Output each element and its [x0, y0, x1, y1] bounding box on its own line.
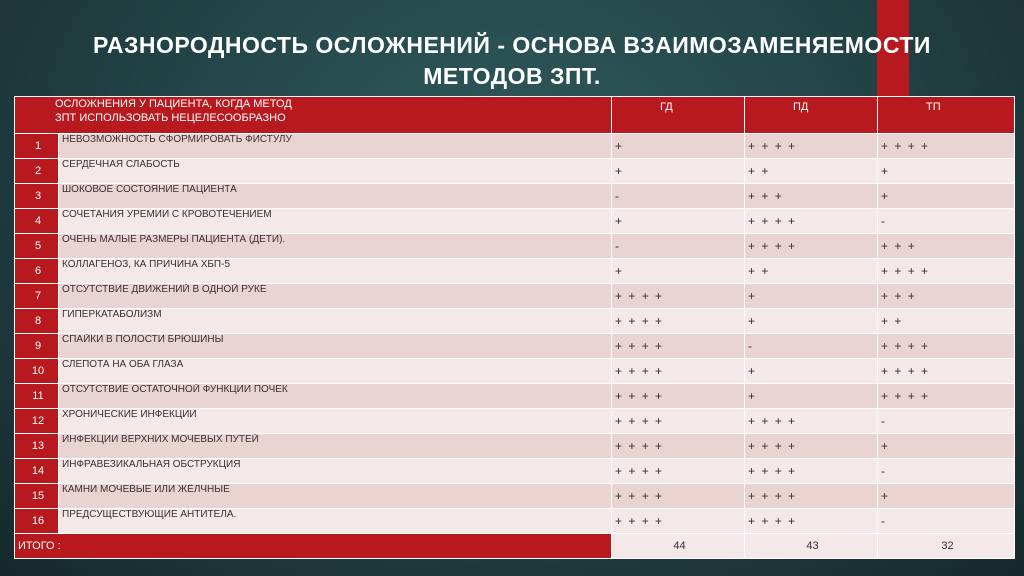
table-row [15, 209, 1015, 234]
pd-rating: + + + + [745, 434, 878, 459]
row-number: 14 [15, 459, 59, 484]
gd-rating: + [612, 159, 745, 184]
slide-title-line-1: РАЗНОРОДНОСТЬ ОСЛОЖНЕНИЙ - ОСНОВА ВЗАИМОЗАМЕНЯЕМОСТИ [93, 32, 931, 58]
row-number: 4 [15, 209, 59, 234]
pd-rating: + + + + [745, 484, 878, 509]
complication-text: ИНФРАВЕЗИКАЛЬНАЯ ОБСТРУКЦИЯ [59, 459, 612, 484]
complication-text: СОЧЕТАНИЯ УРЕМИИ С КРОВОТЕЧЕНИЕМ [59, 209, 612, 234]
gd-rating: + + + + [612, 484, 745, 509]
complication-text: ГИПЕРКАТАБОЛИЗМ [59, 309, 612, 334]
total-label: ИТОГО : [15, 534, 612, 559]
row-number: 13 [15, 434, 59, 459]
header-tp: ТП [878, 97, 1015, 134]
pd-rating: + [745, 384, 878, 409]
tp-rating: + [878, 184, 1015, 209]
tp-rating: - [878, 409, 1015, 434]
pd-rating: - [745, 334, 878, 359]
complication-text: ОТСУТСТВИЕ ОСТАТОЧНОЙ ФУНКЦИИ ПОЧЕК [59, 384, 612, 409]
pd-rating: + [745, 359, 878, 384]
tp-rating: + + + + [878, 134, 1015, 159]
pd-rating: + + + + [745, 209, 878, 234]
header-complications-line-1: ОСЛОЖНЕНИЯ У ПАЦИЕНТА, КОГДА МЕТОД [55, 98, 292, 110]
row-number: 9 [15, 334, 59, 359]
pd-rating: + + + + [745, 234, 878, 259]
slide-title-line-2: МЕТОДОВ ЗПТ. [423, 63, 601, 89]
row-number: 5 [15, 234, 59, 259]
row-number: 8 [15, 309, 59, 334]
row-number: 3 [15, 184, 59, 209]
pd-rating: + + + [745, 184, 878, 209]
gd-rating: + + + + [612, 309, 745, 334]
gd-rating: + + + + [612, 334, 745, 359]
complication-text: ПРЕДСУЩЕСТВУЮЩИЕ АНТИТЕЛА. [59, 509, 612, 534]
table-row [15, 134, 1015, 159]
total-gd: 44 [612, 534, 745, 559]
complication-text: СЛЕПОТА НА ОБА ГЛАЗА [59, 359, 612, 384]
complication-text: ОТСУТСТВИЕ ДВИЖЕНИЙ В ОДНОЙ РУКЕ [59, 284, 612, 309]
tp-rating: + + + + [878, 334, 1015, 359]
gd-rating: + [612, 209, 745, 234]
gd-rating: + + + + [612, 509, 745, 534]
tp-rating: + + [878, 309, 1015, 334]
table-row [15, 334, 1015, 359]
table-row [15, 384, 1015, 409]
tp-rating: - [878, 509, 1015, 534]
pd-rating: + + + + [745, 459, 878, 484]
table-row [15, 434, 1015, 459]
table-row [15, 259, 1015, 284]
gd-rating: + [612, 259, 745, 284]
tp-rating: + + + [878, 284, 1015, 309]
table-header-row [15, 97, 1015, 134]
row-number: 6 [15, 259, 59, 284]
row-number: 1 [15, 134, 59, 159]
pd-rating: + + [745, 259, 878, 284]
total-tp: 32 [878, 534, 1015, 559]
complication-text: КАМНИ МОЧЕВЫЕ ИЛИ ЖЁЛЧНЫЕ [59, 484, 612, 509]
pd-rating: + [745, 284, 878, 309]
complication-text: НЕВОЗМОЖНОСТЬ СФОРМИРОВАТЬ ФИСТУЛУ [59, 134, 612, 159]
complication-text: КОЛЛАГЕНОЗ, КА ПРИЧИНА ХБП-5 [59, 259, 612, 284]
total-row [15, 534, 1015, 559]
tp-rating: + [878, 159, 1015, 184]
row-number: 16 [15, 509, 59, 534]
table-row [15, 234, 1015, 259]
tp-rating: + [878, 434, 1015, 459]
row-number: 12 [15, 409, 59, 434]
header-gd: ГД [612, 97, 745, 134]
table-row [15, 284, 1015, 309]
gd-rating: - [612, 234, 745, 259]
row-number: 10 [15, 359, 59, 384]
table-row [15, 509, 1015, 534]
tp-rating: + + + + [878, 259, 1015, 284]
tp-rating: - [878, 459, 1015, 484]
table-row [15, 309, 1015, 334]
complication-text: СПАЙКИ В ПОЛОСТИ БРЮШИНЫ [59, 334, 612, 359]
table-row [15, 459, 1015, 484]
tp-rating: + + + + [878, 359, 1015, 384]
table-row [15, 159, 1015, 184]
tp-rating: + [878, 484, 1015, 509]
header-complications-line-2: ЗПТ ИСПОЛЬЗОВАТЬ НЕЦЕЛЕСООБРАЗНО [55, 112, 286, 124]
complication-text: ИНФЕКЦИИ ВЕРХНИХ МОЧЕВЫХ ПУТЕЙ [59, 434, 612, 459]
pd-rating: + [745, 309, 878, 334]
gd-rating: + [612, 134, 745, 159]
total-pd: 43 [745, 534, 878, 559]
pd-rating: + + + + [745, 509, 878, 534]
table-row [15, 409, 1015, 434]
slide-title [0, 30, 1024, 92]
table-row [15, 484, 1015, 509]
tp-rating: - [878, 209, 1015, 234]
table-row [15, 359, 1015, 384]
pd-rating: + + + + [745, 134, 878, 159]
table-body [15, 134, 1015, 534]
tp-rating: + + + + [878, 384, 1015, 409]
row-number: 7 [15, 284, 59, 309]
complication-text: ШОКОВОЕ СОСТОЯНИЕ ПАЦИЕНТА [59, 184, 612, 209]
gd-rating: + + + + [612, 284, 745, 309]
gd-rating: + + + + [612, 434, 745, 459]
row-number: 11 [15, 384, 59, 409]
gd-rating: - [612, 184, 745, 209]
complication-text: ОЧЕНЬ МАЛЫЕ РАЗМЕРЫ ПАЦИЕНТА (ДЕТИ). [59, 234, 612, 259]
complications-table [14, 96, 1015, 559]
gd-rating: + + + + [612, 359, 745, 384]
complication-text: ХРОНИЧЕСКИЕ ИНФЕКЦИИ [59, 409, 612, 434]
pd-rating: + + [745, 159, 878, 184]
table-row [15, 184, 1015, 209]
gd-rating: + + + + [612, 384, 745, 409]
gd-rating: + + + + [612, 409, 745, 434]
header-complications [15, 97, 612, 134]
header-pd: ПД [745, 97, 878, 134]
complication-text: СЕРДЕЧНАЯ СЛАБОСТЬ [59, 159, 612, 184]
row-number: 15 [15, 484, 59, 509]
tp-rating: + + + [878, 234, 1015, 259]
gd-rating: + + + + [612, 459, 745, 484]
pd-rating: + + + + [745, 409, 878, 434]
row-number: 2 [15, 159, 59, 184]
